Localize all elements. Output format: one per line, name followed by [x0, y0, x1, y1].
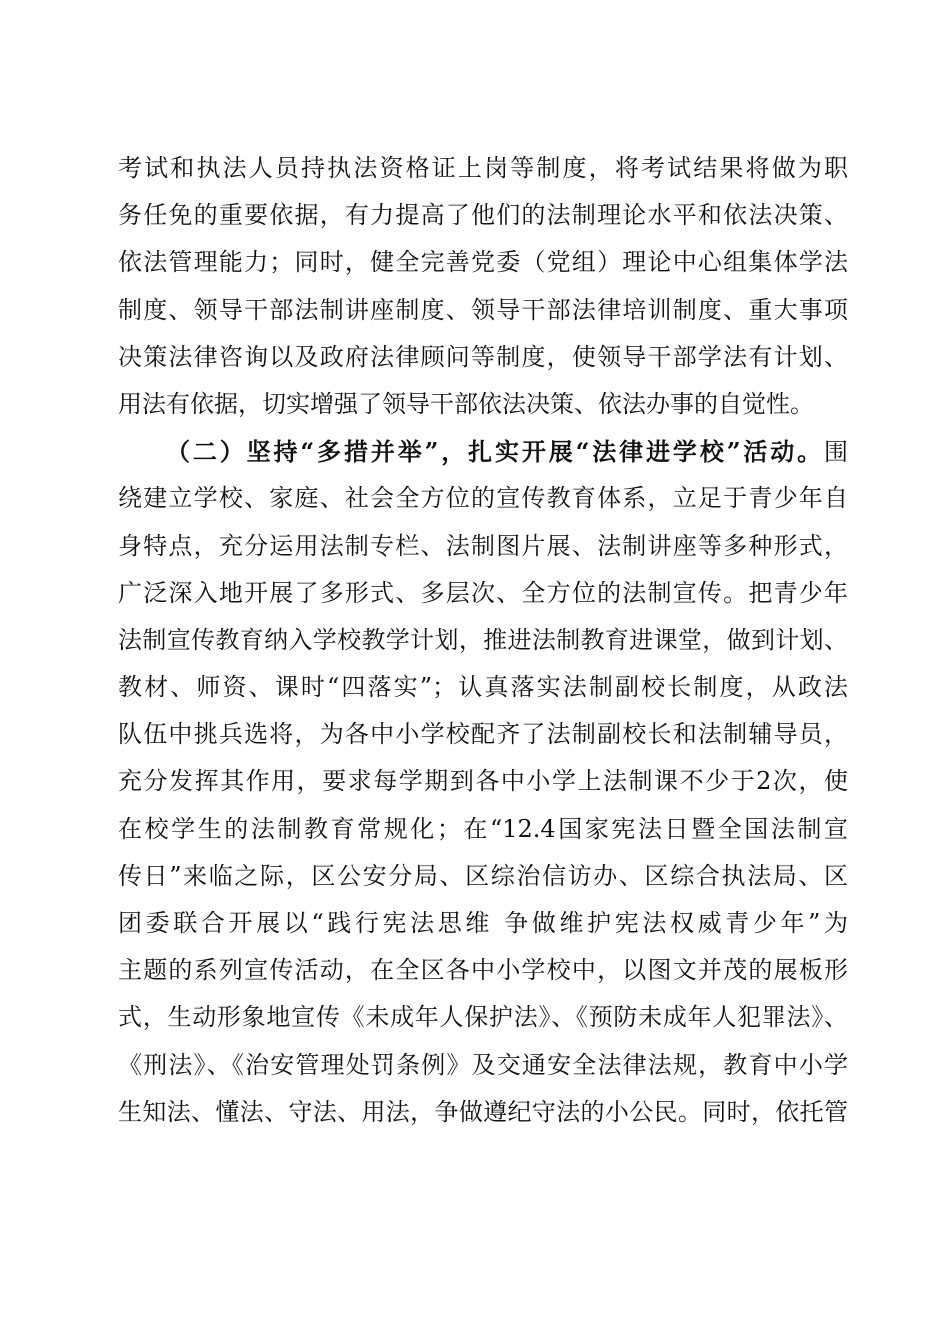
text-line: 绕建立学校、家庭、社会全方位的宣传教育体系，立足于青少年自: [118, 484, 848, 513]
text-line: 在校学生的法制教育常规化；在“12.4国家宪法日暨全国法制宣: [118, 814, 848, 843]
section-heading-line: [118, 428, 848, 475]
body-text: [118, 145, 848, 1136]
text-line: 充分发挥其作用，要求每学期到各中小学上法制课不少于2次，使: [118, 767, 848, 796]
text-line: 决策法律咨询以及政府法律顾问等制度，使领导干部学法有计划、: [118, 342, 848, 371]
section-lead-text: 围: [824, 438, 848, 467]
text-line: 制度、领导干部法制讲座制度、领导干部法律培训制度、重大事项: [118, 295, 848, 324]
text-line: 《刑法》、《治安管理处罚条例》及交通安全法律法规，教育中小学: [118, 1050, 848, 1079]
text-line: 用法有依据，切实增强了领导干部依法决策、依法办事的自觉性。: [118, 389, 814, 418]
text-line: 传日”来临之际，区公安分局、区综治信访办、区综合执法局、区: [118, 861, 848, 890]
text-line: 教材、师资、课时“四落实”；认真落实法制副校长制度，从政法: [118, 673, 848, 702]
text-line: 生知法、懂法、守法、用法，争做遵纪守法的小公民。同时，依托管: [118, 1097, 848, 1126]
section-heading: （二）坚持“多措并举”，扎实开展“法律进学校”活动。: [166, 437, 824, 467]
text-line: 主题的系列宣传活动，在全区各中小学校中，以图文并茂的展板形: [118, 956, 848, 985]
text-line: 考试和执法人员持执法资格证上岗等制度，将考试结果将做为职: [118, 154, 848, 182]
text-line: 式，生动形象地宣传《未成年人保护法》、《预防未成年人犯罪法》、: [118, 1003, 848, 1032]
text-line: 团委联合开展以“践行宪法思维 争做维护宪法权威青少年”为: [118, 909, 848, 937]
text-line: 队伍中挑兵选将，为各中小学校配齐了法制副校长和法制辅导员，: [118, 720, 848, 749]
text-line: 法制宣传教育纳入学校教学计划，推进法制教育进课堂，做到计划、: [118, 625, 848, 654]
text-line: 务任免的重要依据，有力提高了他们的法制理论水平和依法决策、: [118, 201, 848, 230]
text-line: 身特点，充分运用法制专栏、法制图片展、法制讲座等多种形式，: [118, 531, 848, 560]
text-line: 依法管理能力；同时，健全完善党委（党组）理论中心组集体学法: [118, 248, 848, 277]
text-line: 广泛深入地开展了多形式、多层次、全方位的法制宣传。把青少年: [118, 578, 848, 607]
